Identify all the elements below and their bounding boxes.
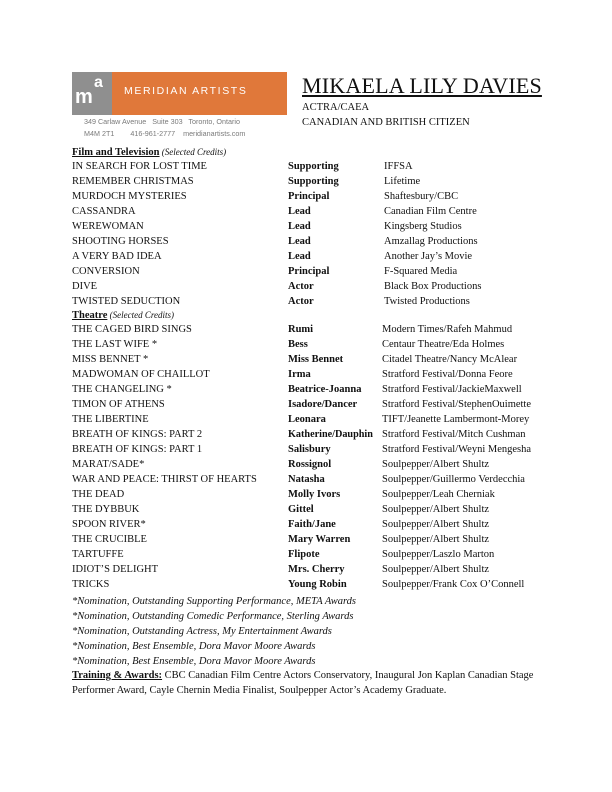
training-awards xyxy=(72,668,542,698)
actor-name: MIKAELA LILY DAVIES xyxy=(302,73,542,98)
company: IFFSA xyxy=(384,161,413,172)
role: Principal xyxy=(288,191,330,202)
film-credit-row xyxy=(72,234,552,249)
role: Isadore/Dancer xyxy=(288,399,358,410)
nomination-note: *Nomination, Outstanding Actress, My Entertainment Awards xyxy=(72,626,332,637)
film-heading-title: Film and Television xyxy=(72,147,160,158)
theatre-credit-row xyxy=(72,532,552,547)
theatre-heading-title: Theatre xyxy=(72,310,108,321)
theatre-credit-row xyxy=(72,337,552,352)
company: Centaur Theatre/Eda Holmes xyxy=(382,339,505,350)
theatre-credit-row xyxy=(72,472,552,487)
role: Supporting xyxy=(288,176,339,187)
company: Canadian Film Centre xyxy=(384,206,477,217)
production-title: THE CHANGELING * xyxy=(72,384,172,395)
theatre-credit-row xyxy=(72,562,552,577)
production-title: CONVERSION xyxy=(72,266,140,277)
citizenship: CANADIAN AND BRITISH CITIZEN xyxy=(302,117,470,128)
film-credit-row xyxy=(72,189,552,204)
production-title: DIVE xyxy=(72,281,98,292)
theatre-credit-row xyxy=(72,427,552,442)
role: Katherine/Dauphin xyxy=(288,429,373,440)
film-credit-row xyxy=(72,294,552,309)
role: Flipote xyxy=(288,549,320,560)
company: Kingsberg Studios xyxy=(384,221,462,232)
theatre-credit-row xyxy=(72,352,552,367)
production-title: IN SEARCH FOR LOST TIME xyxy=(72,161,207,172)
company: Soulpepper/Albert Shultz xyxy=(382,564,490,575)
theatre-credit-row xyxy=(72,547,552,562)
role: Rumi xyxy=(288,324,314,335)
agency-logo xyxy=(72,72,287,142)
production-title: BREATH OF KINGS: PART 2 xyxy=(72,429,203,440)
role: Rossignol xyxy=(288,459,332,470)
training-text: CBC Canadian Film Centre Actors Conservatory, Inaugural Jon Kaplan Canadian Stage Performer Award, Cayle Chernin Media Finalist, Soulpepper Actor’s Academy Graduate. xyxy=(72,670,534,696)
role: Mary Warren xyxy=(288,534,351,545)
production-title: THE DEAD xyxy=(72,489,125,500)
production-title: MARAT/SADE* xyxy=(72,459,145,470)
company: F-Squared Media xyxy=(384,266,458,277)
logo-address-line2: M4M 2T1 416-961-2777 meridianartists.com xyxy=(84,129,246,138)
role: Actor xyxy=(288,281,314,292)
production-title: TRICKS xyxy=(72,579,110,590)
production-title: MADWOMAN OF CHAILLOT xyxy=(72,369,210,380)
film-section-heading xyxy=(72,146,552,159)
theatre-credit-row xyxy=(72,577,552,592)
company: Stratford Festival/Donna Feore xyxy=(382,369,513,380)
film-credit-row xyxy=(72,264,552,279)
role: Molly Ivors xyxy=(288,489,341,500)
role: Irma xyxy=(288,369,311,380)
theatre-credit-row xyxy=(72,382,552,397)
theatre-credit-row xyxy=(72,502,552,517)
role: Lead xyxy=(288,236,311,247)
company: Soulpepper/Albert Shultz xyxy=(382,459,490,470)
company: Modern Times/Rafeh Mahmud xyxy=(382,324,513,335)
theatre-credit-row xyxy=(72,367,552,382)
role: Faith/Jane xyxy=(288,519,336,530)
production-title: BREATH OF KINGS: PART 1 xyxy=(72,444,203,455)
company: Soulpepper/Albert Shultz xyxy=(382,534,490,545)
company: Lifetime xyxy=(384,176,421,187)
logo-address-line1: 349 Carlaw Avenue Suite 303 Toronto, Ontario xyxy=(84,117,240,126)
production-title: SHOOTING HORSES xyxy=(72,236,169,247)
nomination-note: *Nomination, Outstanding Supporting Performance, META Awards xyxy=(72,596,356,607)
nomination-note: *Nomination, Best Ensemble, Dora Mavor Moore Awards xyxy=(72,641,316,652)
film-credit-row xyxy=(72,219,552,234)
role: Lead xyxy=(288,251,311,262)
role: Lead xyxy=(288,206,311,217)
theatre-section-heading xyxy=(72,309,552,322)
role: Actor xyxy=(288,296,314,307)
production-title: A VERY BAD IDEA xyxy=(72,251,162,262)
role: Supporting xyxy=(288,161,339,172)
company: Amzallag Productions xyxy=(384,236,478,247)
role: Gittel xyxy=(288,504,314,515)
film-heading-subtitle: (Selected Credits) xyxy=(159,147,227,157)
company: Black Box Productions xyxy=(384,281,482,292)
role: Principal xyxy=(288,266,330,277)
credits-section xyxy=(72,146,552,592)
production-title: TWISTED SEDUCTION xyxy=(72,296,181,307)
role: Salisbury xyxy=(288,444,331,455)
role: Beatrice-Joanna xyxy=(288,384,362,395)
film-credit-row xyxy=(72,279,552,294)
theatre-heading-subtitle: (Selected Credits) xyxy=(107,310,175,320)
union-affiliation: ACTRA/CAEA xyxy=(302,102,370,113)
company: Stratford Festival/JackieMaxwell xyxy=(382,384,522,395)
film-credits-list xyxy=(72,159,552,309)
production-title: TIMON OF ATHENS xyxy=(72,399,165,410)
production-title: WAR AND PEACE: THIRST OF HEARTS xyxy=(72,474,257,485)
company: Twisted Productions xyxy=(384,296,470,307)
film-credit-row xyxy=(72,249,552,264)
production-title: THE CRUCIBLE xyxy=(72,534,147,545)
theatre-credits-list xyxy=(72,322,552,592)
company: Soulpepper/Leah Cherniak xyxy=(382,489,495,500)
production-title: THE DYBBUK xyxy=(72,504,140,515)
company: Stratford Festival/Mitch Cushman xyxy=(382,429,526,440)
theatre-credit-row xyxy=(72,487,552,502)
production-title: THE LIBERTINE xyxy=(72,414,149,425)
nomination-note: *Nomination, Outstanding Comedic Performance, Sterling Awards xyxy=(72,611,354,622)
logo-mark-icon: m a xyxy=(72,72,112,115)
logo-brand: MERIDIAN ARTISTS xyxy=(124,85,248,97)
production-title: MURDOCH MYSTERIES xyxy=(72,191,187,202)
role: Mrs. Cherry xyxy=(288,564,345,575)
company: Soulpepper/Albert Shultz xyxy=(382,519,490,530)
role: Lead xyxy=(288,221,311,232)
training-label: Training & Awards: xyxy=(72,670,163,681)
role: Natasha xyxy=(288,474,325,485)
company: Shaftesbury/CBC xyxy=(384,191,459,202)
company: TIFT/Jeanette Lambermont-Morey xyxy=(382,414,530,425)
company: Stratford Festival/Weyni Mengesha xyxy=(382,444,532,455)
theatre-credit-row xyxy=(72,442,552,457)
company: Another Jay’s Movie xyxy=(384,251,473,262)
role: Miss Bennet xyxy=(288,354,344,365)
production-title: REMEMBER CHRISTMAS xyxy=(72,176,194,187)
theatre-credit-row xyxy=(72,322,552,337)
nominations-list xyxy=(72,594,356,669)
production-title: CASSANDRA xyxy=(72,206,136,217)
role: Young Robin xyxy=(288,579,347,590)
company: Stratford Festival/StephenOuimette xyxy=(382,399,532,410)
role: Leonara xyxy=(288,414,326,425)
film-credit-row xyxy=(72,159,552,174)
nomination-note: *Nomination, Best Ensemble, Dora Mavor Moore Awards xyxy=(72,656,316,667)
production-title: MISS BENNET * xyxy=(72,354,149,365)
company: Citadel Theatre/Nancy McAlear xyxy=(382,354,518,365)
theatre-credit-row xyxy=(72,517,552,532)
company: Soulpepper/Guillermo Verdecchia xyxy=(382,474,525,485)
role: Bess xyxy=(288,339,308,350)
production-title: TARTUFFE xyxy=(72,549,124,560)
theatre-credit-row xyxy=(72,412,552,427)
production-title: IDIOT’S DELIGHT xyxy=(72,564,159,575)
film-credit-row xyxy=(72,174,552,189)
company: Soulpepper/Albert Shultz xyxy=(382,504,490,515)
production-title: SPOON RIVER* xyxy=(72,519,146,530)
film-credit-row xyxy=(72,204,552,219)
production-title: THE LAST WIFE * xyxy=(72,339,158,350)
theatre-credit-row xyxy=(72,457,552,472)
company: Soulpepper/Laszlo Marton xyxy=(382,549,495,560)
theatre-credit-row xyxy=(72,397,552,412)
production-title: THE CAGED BIRD SINGS xyxy=(72,324,192,335)
company: Soulpepper/Frank Cox O’Connell xyxy=(382,579,525,590)
production-title: WEREWOMAN xyxy=(72,221,144,232)
